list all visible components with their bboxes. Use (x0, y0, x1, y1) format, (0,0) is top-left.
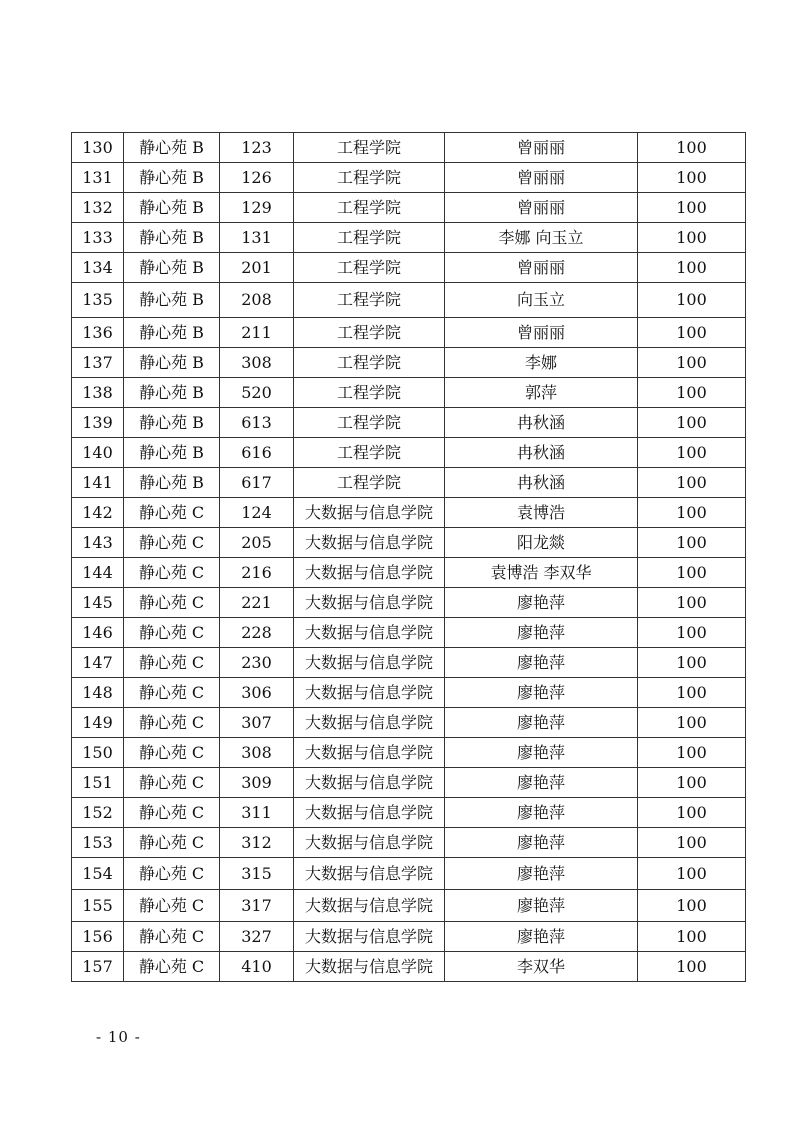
cell-person-name: 袁博浩 (445, 498, 638, 528)
cell-building: 静心苑 C (124, 890, 220, 922)
cell-college: 大数据与信息学院 (294, 952, 445, 982)
cell-room: 205 (220, 528, 294, 558)
cell-person-name: 阳龙燚 (445, 528, 638, 558)
cell-building: 静心苑 C (124, 558, 220, 588)
cell-building: 静心苑 B (124, 378, 220, 408)
cell-person-name: 廖艳萍 (445, 828, 638, 858)
cell-room: 126 (220, 163, 294, 193)
cell-room: 317 (220, 890, 294, 922)
cell-college: 工程学院 (294, 223, 445, 253)
cell-room: 307 (220, 708, 294, 738)
cell-score: 100 (638, 528, 746, 558)
table-row (72, 348, 746, 378)
cell-row-number: 142 (72, 498, 124, 528)
cell-college: 大数据与信息学院 (294, 858, 445, 890)
cell-score: 100 (638, 318, 746, 348)
cell-college: 工程学院 (294, 378, 445, 408)
cell-college: 大数据与信息学院 (294, 828, 445, 858)
cell-score: 100 (638, 468, 746, 498)
cell-building: 静心苑 C (124, 708, 220, 738)
cell-room: 123 (220, 133, 294, 163)
cell-college: 大数据与信息学院 (294, 498, 445, 528)
cell-person-name: 曾丽丽 (445, 253, 638, 283)
table-row (72, 318, 746, 348)
cell-building: 静心苑 C (124, 528, 220, 558)
table-row (72, 828, 746, 858)
cell-row-number: 131 (72, 163, 124, 193)
cell-score: 100 (638, 708, 746, 738)
table-row (72, 588, 746, 618)
cell-building: 静心苑 C (124, 952, 220, 982)
cell-room: 520 (220, 378, 294, 408)
table-row (72, 378, 746, 408)
cell-room: 131 (220, 223, 294, 253)
cell-building: 静心苑 B (124, 223, 220, 253)
cell-score: 100 (638, 648, 746, 678)
cell-person-name: 冉秋涵 (445, 468, 638, 498)
cell-room: 617 (220, 468, 294, 498)
page-number: - 10 - (96, 1028, 141, 1046)
cell-person-name: 李娜 (445, 348, 638, 378)
table-row (72, 708, 746, 738)
cell-college: 工程学院 (294, 318, 445, 348)
cell-row-number: 135 (72, 283, 124, 318)
cell-building: 静心苑 C (124, 498, 220, 528)
cell-college: 大数据与信息学院 (294, 588, 445, 618)
cell-row-number: 140 (72, 438, 124, 468)
cell-row-number: 132 (72, 193, 124, 223)
cell-row-number: 156 (72, 922, 124, 952)
cell-room: 308 (220, 738, 294, 768)
cell-college: 大数据与信息学院 (294, 648, 445, 678)
table-row (72, 798, 746, 828)
cell-room: 124 (220, 498, 294, 528)
cell-score: 100 (638, 133, 746, 163)
table-row (72, 952, 746, 982)
table-row (72, 648, 746, 678)
cell-room: 311 (220, 798, 294, 828)
cell-person-name: 李双华 (445, 952, 638, 982)
cell-person-name: 廖艳萍 (445, 678, 638, 708)
cell-score: 100 (638, 348, 746, 378)
cell-person-name: 廖艳萍 (445, 648, 638, 678)
cell-person-name: 李娜 向玉立 (445, 223, 638, 253)
table-body (72, 133, 746, 982)
table-row (72, 163, 746, 193)
cell-room: 315 (220, 858, 294, 890)
cell-score: 100 (638, 890, 746, 922)
cell-row-number: 149 (72, 708, 124, 738)
cell-row-number: 150 (72, 738, 124, 768)
cell-college: 大数据与信息学院 (294, 798, 445, 828)
cell-row-number: 139 (72, 408, 124, 438)
cell-score: 100 (638, 828, 746, 858)
cell-college: 工程学院 (294, 438, 445, 468)
cell-person-name: 廖艳萍 (445, 618, 638, 648)
table-row (72, 498, 746, 528)
table-row (72, 468, 746, 498)
cell-score: 100 (638, 922, 746, 952)
cell-row-number: 138 (72, 378, 124, 408)
cell-score: 100 (638, 498, 746, 528)
cell-college: 大数据与信息学院 (294, 528, 445, 558)
cell-building: 静心苑 B (124, 253, 220, 283)
cell-room: 308 (220, 348, 294, 378)
cell-building: 静心苑 B (124, 193, 220, 223)
dormitory-score-table (71, 132, 746, 982)
cell-room: 211 (220, 318, 294, 348)
table-row (72, 922, 746, 952)
cell-building: 静心苑 C (124, 858, 220, 890)
table-row (72, 768, 746, 798)
cell-college: 大数据与信息学院 (294, 922, 445, 952)
cell-row-number: 152 (72, 798, 124, 828)
cell-building: 静心苑 C (124, 798, 220, 828)
cell-person-name: 曾丽丽 (445, 133, 638, 163)
cell-room: 306 (220, 678, 294, 708)
cell-row-number: 147 (72, 648, 124, 678)
cell-college: 大数据与信息学院 (294, 738, 445, 768)
cell-person-name: 冉秋涵 (445, 438, 638, 468)
cell-room: 616 (220, 438, 294, 468)
cell-score: 100 (638, 283, 746, 318)
cell-score: 100 (638, 678, 746, 708)
cell-row-number: 151 (72, 768, 124, 798)
cell-person-name: 廖艳萍 (445, 708, 638, 738)
cell-room: 129 (220, 193, 294, 223)
cell-building: 静心苑 C (124, 768, 220, 798)
cell-score: 100 (638, 408, 746, 438)
cell-row-number: 154 (72, 858, 124, 890)
table-row (72, 408, 746, 438)
cell-room: 309 (220, 768, 294, 798)
cell-building: 静心苑 B (124, 133, 220, 163)
table-row (72, 558, 746, 588)
cell-building: 静心苑 B (124, 468, 220, 498)
cell-person-name: 廖艳萍 (445, 738, 638, 768)
table-row (72, 133, 746, 163)
cell-score: 100 (638, 558, 746, 588)
cell-score: 100 (638, 588, 746, 618)
cell-college: 大数据与信息学院 (294, 618, 445, 648)
cell-person-name: 曾丽丽 (445, 193, 638, 223)
table-row (72, 283, 746, 318)
cell-building: 静心苑 C (124, 618, 220, 648)
cell-row-number: 130 (72, 133, 124, 163)
cell-college: 大数据与信息学院 (294, 890, 445, 922)
cell-row-number: 148 (72, 678, 124, 708)
cell-row-number: 134 (72, 253, 124, 283)
cell-room: 312 (220, 828, 294, 858)
cell-building: 静心苑 C (124, 678, 220, 708)
cell-person-name: 廖艳萍 (445, 588, 638, 618)
cell-row-number: 137 (72, 348, 124, 378)
cell-score: 100 (638, 253, 746, 283)
cell-score: 100 (638, 193, 746, 223)
cell-college: 大数据与信息学院 (294, 708, 445, 738)
cell-college: 大数据与信息学院 (294, 558, 445, 588)
cell-college: 工程学院 (294, 408, 445, 438)
cell-building: 静心苑 C (124, 922, 220, 952)
cell-college: 工程学院 (294, 133, 445, 163)
table-row (72, 738, 746, 768)
cell-score: 100 (638, 858, 746, 890)
table-row (72, 858, 746, 890)
cell-person-name: 廖艳萍 (445, 922, 638, 952)
cell-room: 208 (220, 283, 294, 318)
cell-room: 228 (220, 618, 294, 648)
cell-score: 100 (638, 798, 746, 828)
cell-college: 工程学院 (294, 253, 445, 283)
cell-person-name: 廖艳萍 (445, 768, 638, 798)
cell-building: 静心苑 C (124, 828, 220, 858)
cell-college: 工程学院 (294, 348, 445, 378)
cell-person-name: 廖艳萍 (445, 890, 638, 922)
cell-row-number: 155 (72, 890, 124, 922)
cell-college: 工程学院 (294, 163, 445, 193)
cell-building: 静心苑 B (124, 163, 220, 193)
cell-room: 230 (220, 648, 294, 678)
cell-building: 静心苑 B (124, 348, 220, 378)
cell-score: 100 (638, 163, 746, 193)
cell-person-name: 曾丽丽 (445, 318, 638, 348)
cell-person-name: 郭萍 (445, 378, 638, 408)
cell-row-number: 144 (72, 558, 124, 588)
cell-building: 静心苑 C (124, 648, 220, 678)
cell-room: 221 (220, 588, 294, 618)
cell-college: 工程学院 (294, 468, 445, 498)
cell-college: 工程学院 (294, 193, 445, 223)
cell-score: 100 (638, 438, 746, 468)
cell-person-name: 廖艳萍 (445, 798, 638, 828)
cell-row-number: 141 (72, 468, 124, 498)
table-row (72, 890, 746, 922)
table-row (72, 528, 746, 558)
cell-room: 410 (220, 952, 294, 982)
cell-score: 100 (638, 738, 746, 768)
cell-person-name: 廖艳萍 (445, 858, 638, 890)
table-row (72, 193, 746, 223)
cell-person-name: 向玉立 (445, 283, 638, 318)
cell-college: 大数据与信息学院 (294, 678, 445, 708)
cell-person-name: 冉秋涵 (445, 408, 638, 438)
cell-building: 静心苑 B (124, 283, 220, 318)
cell-building: 静心苑 B (124, 318, 220, 348)
cell-person-name: 袁博浩 李双华 (445, 558, 638, 588)
cell-score: 100 (638, 952, 746, 982)
cell-score: 100 (638, 223, 746, 253)
cell-college: 工程学院 (294, 283, 445, 318)
cell-person-name: 曾丽丽 (445, 163, 638, 193)
cell-row-number: 143 (72, 528, 124, 558)
cell-building: 静心苑 B (124, 438, 220, 468)
cell-row-number: 136 (72, 318, 124, 348)
cell-college: 大数据与信息学院 (294, 768, 445, 798)
cell-row-number: 145 (72, 588, 124, 618)
table-row (72, 253, 746, 283)
cell-row-number: 157 (72, 952, 124, 982)
cell-row-number: 146 (72, 618, 124, 648)
cell-room: 613 (220, 408, 294, 438)
cell-score: 100 (638, 768, 746, 798)
table-row (72, 438, 746, 468)
cell-building: 静心苑 B (124, 408, 220, 438)
table-row (72, 223, 746, 253)
cell-row-number: 153 (72, 828, 124, 858)
cell-room: 216 (220, 558, 294, 588)
cell-room: 201 (220, 253, 294, 283)
cell-building: 静心苑 C (124, 738, 220, 768)
table-row (72, 618, 746, 648)
cell-room: 327 (220, 922, 294, 952)
cell-building: 静心苑 C (124, 588, 220, 618)
table-row (72, 678, 746, 708)
cell-score: 100 (638, 618, 746, 648)
cell-row-number: 133 (72, 223, 124, 253)
cell-score: 100 (638, 378, 746, 408)
